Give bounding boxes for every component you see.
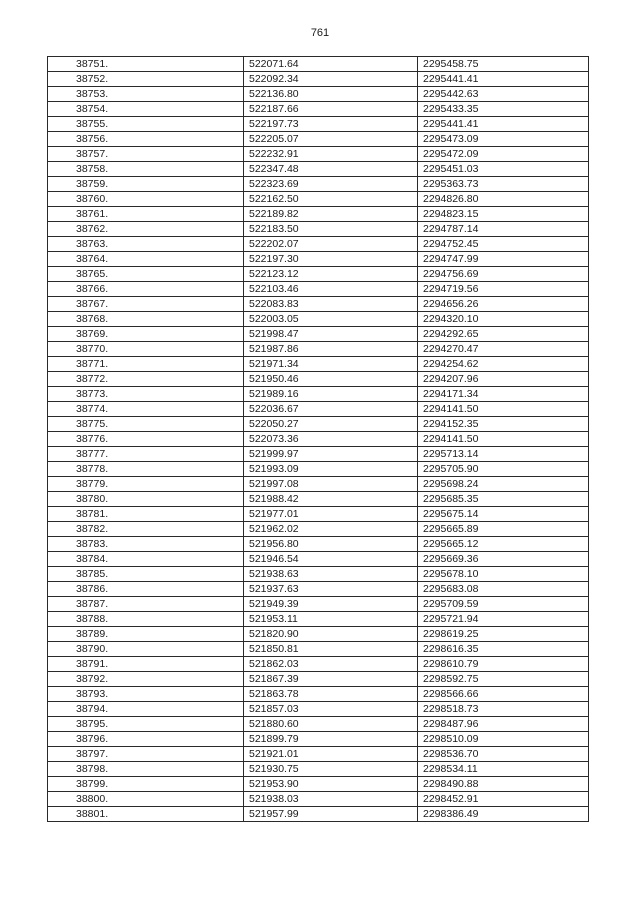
point-id-cell: 38793. bbox=[48, 687, 244, 702]
northing-cell: 2295433.35 bbox=[418, 102, 589, 117]
northing-cell: 2295685.35 bbox=[418, 492, 589, 507]
easting-cell: 521938.03 bbox=[244, 792, 418, 807]
point-id-cell: 38765. bbox=[48, 267, 244, 282]
easting-cell: 521850.81 bbox=[244, 642, 418, 657]
point-id-cell: 38788. bbox=[48, 612, 244, 627]
northing-cell: 2298592.75 bbox=[418, 672, 589, 687]
northing-cell: 2295705.90 bbox=[418, 462, 589, 477]
point-id-cell: 38776. bbox=[48, 432, 244, 447]
point-id-cell: 38797. bbox=[48, 747, 244, 762]
easting-cell: 522036.67 bbox=[244, 402, 418, 417]
table-row bbox=[48, 402, 589, 417]
easting-cell: 521950.46 bbox=[244, 372, 418, 387]
point-id-cell: 38763. bbox=[48, 237, 244, 252]
point-id-cell: 38768. bbox=[48, 312, 244, 327]
point-id-cell: 38762. bbox=[48, 222, 244, 237]
table-row bbox=[48, 192, 589, 207]
northing-cell: 2295665.12 bbox=[418, 537, 589, 552]
table-row bbox=[48, 432, 589, 447]
northing-cell: 2295458.75 bbox=[418, 57, 589, 72]
northing-cell: 2298534.11 bbox=[418, 762, 589, 777]
northing-cell: 2294787.14 bbox=[418, 222, 589, 237]
table-row bbox=[48, 447, 589, 462]
table-row bbox=[48, 552, 589, 567]
table-row bbox=[48, 72, 589, 87]
easting-cell: 522232.91 bbox=[244, 147, 418, 162]
table-row bbox=[48, 597, 589, 612]
northing-cell: 2298619.25 bbox=[418, 627, 589, 642]
northing-cell: 2295713.14 bbox=[418, 447, 589, 462]
table-row bbox=[48, 417, 589, 432]
point-id-cell: 38764. bbox=[48, 252, 244, 267]
table-row bbox=[48, 297, 589, 312]
point-id-cell: 38783. bbox=[48, 537, 244, 552]
easting-cell: 522197.73 bbox=[244, 117, 418, 132]
northing-cell: 2298566.66 bbox=[418, 687, 589, 702]
easting-cell: 521962.02 bbox=[244, 522, 418, 537]
northing-cell: 2294719.56 bbox=[418, 282, 589, 297]
easting-cell: 522202.07 bbox=[244, 237, 418, 252]
easting-cell: 521946.54 bbox=[244, 552, 418, 567]
easting-cell: 521953.90 bbox=[244, 777, 418, 792]
northing-cell: 2295683.08 bbox=[418, 582, 589, 597]
table-row bbox=[48, 582, 589, 597]
point-id-cell: 38787. bbox=[48, 597, 244, 612]
table-row bbox=[48, 117, 589, 132]
table-row bbox=[48, 747, 589, 762]
northing-cell: 2294656.26 bbox=[418, 297, 589, 312]
table-row bbox=[48, 672, 589, 687]
northing-cell: 2295665.89 bbox=[418, 522, 589, 537]
northing-cell: 2294141.50 bbox=[418, 432, 589, 447]
easting-cell: 521977.01 bbox=[244, 507, 418, 522]
easting-cell: 522071.64 bbox=[244, 57, 418, 72]
northing-cell: 2295451.03 bbox=[418, 162, 589, 177]
northing-cell: 2298386.49 bbox=[418, 807, 589, 822]
table-row bbox=[48, 642, 589, 657]
point-id-cell: 38789. bbox=[48, 627, 244, 642]
easting-cell: 522103.46 bbox=[244, 282, 418, 297]
northing-cell: 2295675.14 bbox=[418, 507, 589, 522]
table-row bbox=[48, 792, 589, 807]
point-id-cell: 38791. bbox=[48, 657, 244, 672]
northing-cell: 2295721.94 bbox=[418, 612, 589, 627]
table-row bbox=[48, 537, 589, 552]
table-row bbox=[48, 162, 589, 177]
point-id-cell: 38785. bbox=[48, 567, 244, 582]
easting-cell: 521993.09 bbox=[244, 462, 418, 477]
easting-cell: 522187.66 bbox=[244, 102, 418, 117]
northing-cell: 2298536.70 bbox=[418, 747, 589, 762]
table-row bbox=[48, 627, 589, 642]
easting-cell: 521998.47 bbox=[244, 327, 418, 342]
table-row bbox=[48, 687, 589, 702]
table-row bbox=[48, 387, 589, 402]
easting-cell: 522347.48 bbox=[244, 162, 418, 177]
point-id-cell: 38751. bbox=[48, 57, 244, 72]
point-id-cell: 38769. bbox=[48, 327, 244, 342]
point-id-cell: 38778. bbox=[48, 462, 244, 477]
northing-cell: 2294756.69 bbox=[418, 267, 589, 282]
table-row bbox=[48, 762, 589, 777]
table-row bbox=[48, 507, 589, 522]
table-row bbox=[48, 147, 589, 162]
easting-cell: 521949.39 bbox=[244, 597, 418, 612]
easting-cell: 522162.50 bbox=[244, 192, 418, 207]
point-id-cell: 38770. bbox=[48, 342, 244, 357]
coordinate-table bbox=[47, 56, 589, 822]
point-id-cell: 38792. bbox=[48, 672, 244, 687]
table-row bbox=[48, 612, 589, 627]
table-row bbox=[48, 132, 589, 147]
northing-cell: 2294171.34 bbox=[418, 387, 589, 402]
northing-cell: 2295363.73 bbox=[418, 177, 589, 192]
northing-cell: 2295669.36 bbox=[418, 552, 589, 567]
point-id-cell: 38757. bbox=[48, 147, 244, 162]
northing-cell: 2295441.41 bbox=[418, 117, 589, 132]
table-row bbox=[48, 492, 589, 507]
northing-cell: 2294292.65 bbox=[418, 327, 589, 342]
point-id-cell: 38775. bbox=[48, 417, 244, 432]
easting-cell: 521999.97 bbox=[244, 447, 418, 462]
northing-cell: 2295709.59 bbox=[418, 597, 589, 612]
easting-cell: 521857.03 bbox=[244, 702, 418, 717]
table-row bbox=[48, 222, 589, 237]
easting-cell: 521880.60 bbox=[244, 717, 418, 732]
easting-cell: 522092.34 bbox=[244, 72, 418, 87]
easting-cell: 521997.08 bbox=[244, 477, 418, 492]
easting-cell: 522189.82 bbox=[244, 207, 418, 222]
table-row bbox=[48, 207, 589, 222]
point-id-cell: 38767. bbox=[48, 297, 244, 312]
table-row bbox=[48, 717, 589, 732]
easting-cell: 521921.01 bbox=[244, 747, 418, 762]
point-id-cell: 38772. bbox=[48, 372, 244, 387]
point-id-cell: 38773. bbox=[48, 387, 244, 402]
point-id-cell: 38774. bbox=[48, 402, 244, 417]
point-id-cell: 38779. bbox=[48, 477, 244, 492]
table-row bbox=[48, 282, 589, 297]
northing-cell: 2295442.63 bbox=[418, 87, 589, 102]
point-id-cell: 38755. bbox=[48, 117, 244, 132]
easting-cell: 521862.03 bbox=[244, 657, 418, 672]
easting-cell: 521971.34 bbox=[244, 357, 418, 372]
easting-cell: 521937.63 bbox=[244, 582, 418, 597]
northing-cell: 2294141.50 bbox=[418, 402, 589, 417]
table-row bbox=[48, 177, 589, 192]
table-row bbox=[48, 312, 589, 327]
easting-cell: 521987.86 bbox=[244, 342, 418, 357]
table-row bbox=[48, 342, 589, 357]
northing-cell: 2298452.91 bbox=[418, 792, 589, 807]
easting-cell: 521988.42 bbox=[244, 492, 418, 507]
table-row bbox=[48, 522, 589, 537]
northing-cell: 2294826.80 bbox=[418, 192, 589, 207]
point-id-cell: 38794. bbox=[48, 702, 244, 717]
point-id-cell: 38781. bbox=[48, 507, 244, 522]
northing-cell: 2294152.35 bbox=[418, 417, 589, 432]
easting-cell: 521930.75 bbox=[244, 762, 418, 777]
easting-cell: 521820.90 bbox=[244, 627, 418, 642]
table-row bbox=[48, 732, 589, 747]
table-row bbox=[48, 267, 589, 282]
northing-cell: 2295441.41 bbox=[418, 72, 589, 87]
northing-cell: 2295472.09 bbox=[418, 147, 589, 162]
easting-cell: 522205.07 bbox=[244, 132, 418, 147]
table-row bbox=[48, 477, 589, 492]
table-row bbox=[48, 462, 589, 477]
table-row bbox=[48, 777, 589, 792]
northing-cell: 2298610.79 bbox=[418, 657, 589, 672]
northing-cell: 2295473.09 bbox=[418, 132, 589, 147]
point-id-cell: 38796. bbox=[48, 732, 244, 747]
northing-cell: 2298510.09 bbox=[418, 732, 589, 747]
table-row bbox=[48, 327, 589, 342]
northing-cell: 2298518.73 bbox=[418, 702, 589, 717]
table-row bbox=[48, 87, 589, 102]
northing-cell: 2295678.10 bbox=[418, 567, 589, 582]
point-id-cell: 38759. bbox=[48, 177, 244, 192]
easting-cell: 522323.69 bbox=[244, 177, 418, 192]
point-id-cell: 38790. bbox=[48, 642, 244, 657]
northing-cell: 2298616.35 bbox=[418, 642, 589, 657]
easting-cell: 521938.63 bbox=[244, 567, 418, 582]
table-row bbox=[48, 807, 589, 822]
table-row bbox=[48, 357, 589, 372]
table-row bbox=[48, 102, 589, 117]
table-body bbox=[48, 57, 589, 822]
point-id-cell: 38753. bbox=[48, 87, 244, 102]
point-id-cell: 38799. bbox=[48, 777, 244, 792]
table-row bbox=[48, 372, 589, 387]
point-id-cell: 38780. bbox=[48, 492, 244, 507]
easting-cell: 522123.12 bbox=[244, 267, 418, 282]
easting-cell: 521899.79 bbox=[244, 732, 418, 747]
northing-cell: 2298487.96 bbox=[418, 717, 589, 732]
table-row bbox=[48, 57, 589, 72]
point-id-cell: 38766. bbox=[48, 282, 244, 297]
point-id-cell: 38795. bbox=[48, 717, 244, 732]
easting-cell: 521863.78 bbox=[244, 687, 418, 702]
easting-cell: 522083.83 bbox=[244, 297, 418, 312]
northing-cell: 2294270.47 bbox=[418, 342, 589, 357]
point-id-cell: 38756. bbox=[48, 132, 244, 147]
point-id-cell: 38801. bbox=[48, 807, 244, 822]
table-row bbox=[48, 237, 589, 252]
northing-cell: 2294752.45 bbox=[418, 237, 589, 252]
easting-cell: 522050.27 bbox=[244, 417, 418, 432]
table-row bbox=[48, 657, 589, 672]
table-row bbox=[48, 702, 589, 717]
easting-cell: 521989.16 bbox=[244, 387, 418, 402]
point-id-cell: 38798. bbox=[48, 762, 244, 777]
point-id-cell: 38754. bbox=[48, 102, 244, 117]
easting-cell: 521953.11 bbox=[244, 612, 418, 627]
point-id-cell: 38760. bbox=[48, 192, 244, 207]
easting-cell: 521956.80 bbox=[244, 537, 418, 552]
table-row bbox=[48, 567, 589, 582]
northing-cell: 2298490.88 bbox=[418, 777, 589, 792]
northing-cell: 2294207.96 bbox=[418, 372, 589, 387]
point-id-cell: 38782. bbox=[48, 522, 244, 537]
point-id-cell: 38758. bbox=[48, 162, 244, 177]
northing-cell: 2295698.24 bbox=[418, 477, 589, 492]
point-id-cell: 38752. bbox=[48, 72, 244, 87]
easting-cell: 522003.05 bbox=[244, 312, 418, 327]
easting-cell: 521867.39 bbox=[244, 672, 418, 687]
easting-cell: 522136.80 bbox=[244, 87, 418, 102]
table-row bbox=[48, 252, 589, 267]
point-id-cell: 38771. bbox=[48, 357, 244, 372]
easting-cell: 522183.50 bbox=[244, 222, 418, 237]
point-id-cell: 38784. bbox=[48, 552, 244, 567]
point-id-cell: 38777. bbox=[48, 447, 244, 462]
easting-cell: 521957.99 bbox=[244, 807, 418, 822]
easting-cell: 522197.30 bbox=[244, 252, 418, 267]
easting-cell: 522073.36 bbox=[244, 432, 418, 447]
point-id-cell: 38761. bbox=[48, 207, 244, 222]
northing-cell: 2294320.10 bbox=[418, 312, 589, 327]
northing-cell: 2294747.99 bbox=[418, 252, 589, 267]
northing-cell: 2294823.15 bbox=[418, 207, 589, 222]
point-id-cell: 38786. bbox=[48, 582, 244, 597]
point-id-cell: 38800. bbox=[48, 792, 244, 807]
northing-cell: 2294254.62 bbox=[418, 357, 589, 372]
page-number: 761 bbox=[310, 27, 330, 39]
